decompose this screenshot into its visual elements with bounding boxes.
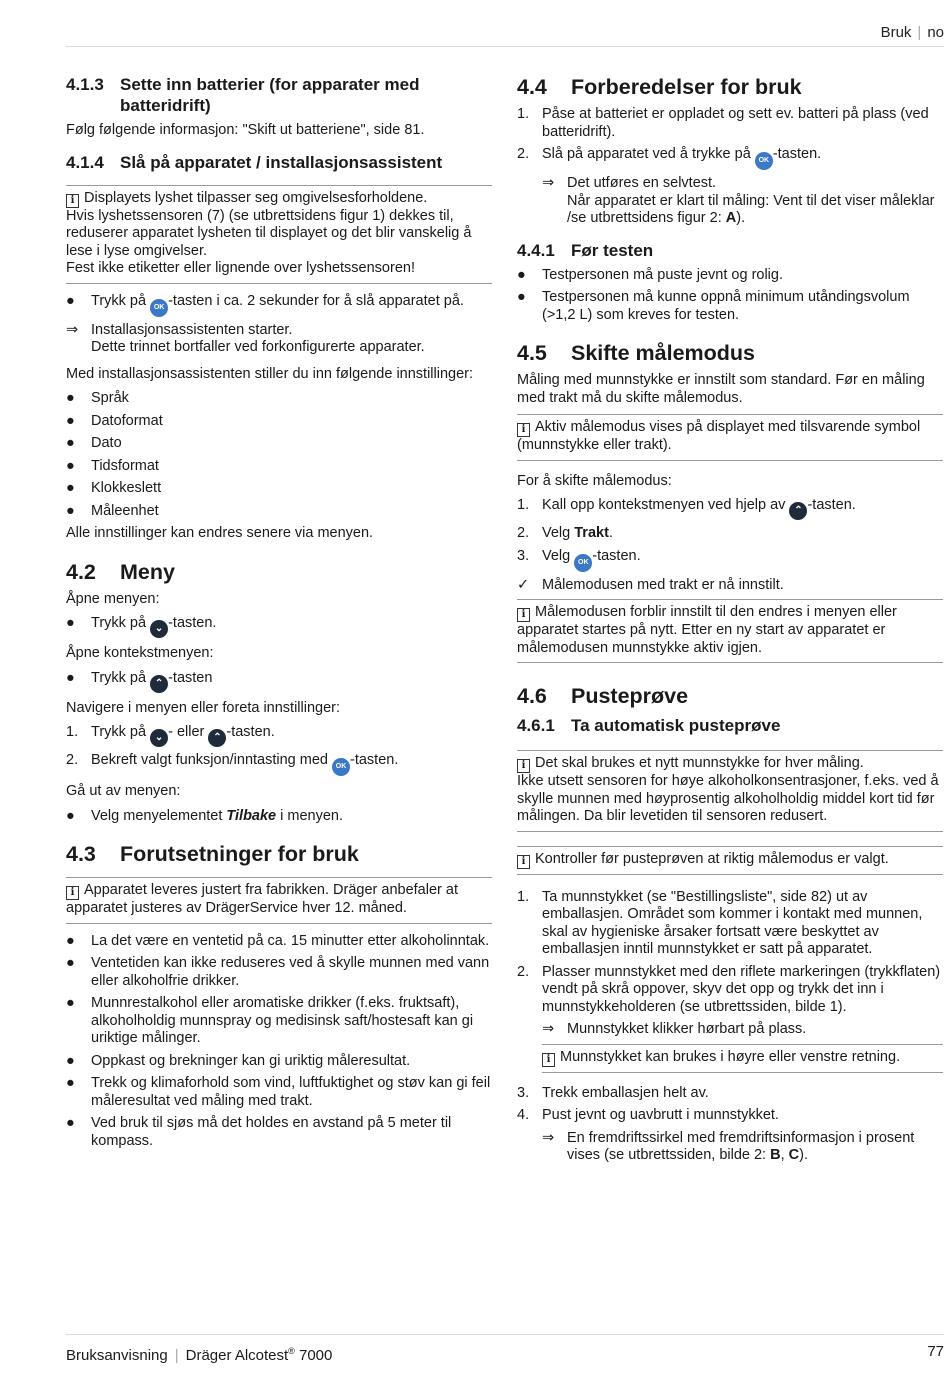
result-item: ⇒ Munnstykket klikker hørbart på plass. — [542, 1021, 807, 1037]
list-item: 1. Trykk på ⌄ - eller ⌃ -tasten. — [66, 724, 492, 747]
footer-product: Dräger Alcotest — [185, 1347, 289, 1364]
footer-rule — [66, 1334, 944, 1335]
list-item: ● Språk — [66, 390, 129, 406]
info-box: i Displayets lyshet tilpasser seg omgivelsesforholdene. Hvis lyshetssensoren (7) (se utbrettsidens figur 1) dekkes til, reduserer apparatet lysheten til displayet og det blir vanskelig å lese i lyse omgivelser. Fest ikke etiketter eller lignende over lyshetssensoren! — [66, 185, 492, 284]
settings-list — [66, 390, 492, 520]
list-item: ● Trykk på ⌄ -tasten. — [66, 615, 492, 638]
paragraph: For å skifte målemodus: — [517, 472, 672, 489]
heading-4-4: 4.4 Forberedelser for bruk — [517, 75, 802, 99]
info-icon: i — [517, 855, 530, 869]
heading-4-4-1: 4.4.1 Før testen — [517, 240, 654, 260]
down-key-icon: ⌄ — [150, 620, 168, 638]
result-item: ✓ Målemodusen med trakt er nå innstilt. — [517, 576, 784, 593]
list-item: 1. Kall opp kontekstmenyen ved hjelp av ⌃ -tasten. — [517, 497, 943, 520]
header-rule — [66, 46, 944, 47]
info-box: i Apparatet leveres justert fra fabrikken. Dräger anbefaler at apparatet justeres av DrägerService hver 12. måned. — [66, 877, 492, 924]
info-box: i Kontroller før pusteprøven at riktig målemodus er valgt. — [517, 846, 943, 875]
list-item: ● Testpersonen må puste jevnt og rolig. — [517, 266, 783, 283]
requirements-list — [66, 933, 492, 1151]
list-item: ● Ventetiden kan ikke reduseres ved å skylle munnen med vann eller alkoholfrie drikker. — [66, 955, 490, 989]
heading-4-1-3: 4.1.3 Sette inn batterier (for apparater med batteridrift) — [66, 75, 420, 115]
list-item: 2. Bekreft valgt funksjon/inntasting med OK -tasten. — [66, 752, 492, 776]
list-item: ● Måleenhet — [66, 502, 159, 519]
header-section: Bruk — [880, 24, 912, 41]
list-item: ● Klokkeslett — [66, 480, 162, 496]
info-icon: i — [517, 608, 530, 622]
paragraph: Med installasjonsassistenten stiller du inn følgende innstillinger: — [66, 365, 474, 382]
heading-4-5: 4.5 Skifte målemodus — [517, 341, 755, 365]
result-item: ⇒ Installasjonsassistenten starter. Dette trinnet bortfaller ved forkonfigurerte apparater. — [66, 321, 425, 355]
header-separator: | — [917, 24, 922, 41]
paragraph: Følg følgende informasjon: "Skift ut batteriene", side 81. — [66, 122, 425, 138]
ok-key-icon: OK — [332, 758, 350, 776]
list-item: ● Trykk på OK -tasten i ca. 2 sekunder for å slå apparatet på. — [66, 293, 492, 317]
paragraph: Gå ut av menyen: — [66, 783, 181, 799]
paragraph: Åpne kontekstmenyen: — [66, 645, 214, 661]
list-item: ● Dato — [66, 435, 122, 451]
info-icon: i — [66, 194, 79, 208]
list-item: ● Trekk og klimaforhold som vind, luftfuktighet og støv kan gi feil måleresultat ved måling med trakt. — [66, 1075, 491, 1109]
list-item: 3. Velg OK -tasten. — [517, 548, 943, 572]
left-column — [66, 74, 492, 1155]
page-header — [881, 24, 944, 42]
down-key-icon: ⌄ — [150, 729, 168, 747]
result-item: ⇒ En fremdriftssirkel med fremdriftsinformasjon i prosent vises (se utbrettssiden, bilde 2: B, C). — [542, 1129, 915, 1163]
check-icon: ✓ — [517, 576, 530, 593]
up-key-icon: ⌃ — [789, 502, 807, 520]
info-box: i Det skal brukes et nytt munnstykke for hver måling. Ikke utsett sensoren for høye alkoholkonsentrasjoner, f.eks. ved å skylle munnen med høyprosentig alkoholholdig middel kort tid før målingen. Da blir levetiden til sensoren redusert. — [517, 750, 943, 832]
info-box: i Munnstykket kan brukes i høyre eller venstre retning. — [542, 1044, 943, 1073]
list-item: 4. Pust jevnt og uavbrutt i munnstykket. — [517, 1107, 779, 1123]
paragraph: Åpne menyen: — [66, 590, 160, 607]
heading-4-6-1: 4.6.1 Ta automatisk pusteprøve — [517, 716, 781, 735]
list-item: ● Testpersonen må kunne oppnå minimum utåndingsvolum (>1,2 L) som kreves for testen. — [517, 289, 910, 323]
page-footer: Bruksanvisning | Dräger Alcotest® 7000 77 — [66, 1343, 944, 1364]
before-test-list — [517, 267, 943, 325]
list-item: ● Munnrestalkohol eller aromatiske drikker (f.eks. fruktsaft), alkoholholdig munnspray og medisinsk saft/hostesaft kan gi uriktige målinger. — [66, 995, 474, 1046]
ok-key-icon: OK — [150, 299, 168, 317]
list-item: ● Velg menyelementet Tilbake i menyen. — [66, 807, 344, 824]
paragraph: Navigere i menyen eller foreta innstillinger: — [66, 699, 341, 716]
paragraph: Måling med munnstykke er innstilt som standard. Før en måling med trakt må du skifte målemodus. — [517, 372, 925, 406]
list-item: 3. Trekk emballasjen helt av. — [517, 1084, 709, 1101]
list-item: 1. Påse at batteriet er oppladet og sett ev. batteri på plass (ved batteridrift). — [517, 106, 929, 140]
list-item: ● Tidsformat — [66, 457, 159, 474]
list-item: ● Trykk på ⌃ -tasten — [66, 670, 492, 693]
list-item: ● Ved bruk til sjøs må det holdes en avstand på 5 meter til kompass. — [66, 1115, 452, 1149]
heading-4-1-4: 4.1.4 Slå på apparatet / installasjonsassistent — [66, 152, 443, 172]
list-item: 2. Velg Trakt. — [517, 525, 613, 541]
list-item: ● Datoformat — [66, 412, 163, 429]
info-box: i Målemodusen forblir innstilt til den endres i menyen eller apparatet startes på nytt. Etter en ny start av apparatet er målemodusen munnstykke aktiv igjen. — [517, 599, 943, 663]
up-key-icon: ⌃ — [150, 675, 168, 693]
up-key-icon: ⌃ — [208, 729, 226, 747]
list-item: ● La det være en ventetid på ca. 15 minutter etter alkoholinntak. — [66, 932, 490, 949]
list-item: 2. Slå på apparatet ved å trykke på OK -tasten. — [517, 146, 943, 170]
result-item: ⇒ Det utføres en selvtest. Når apparatet er klart til måling: Vent til det viser måleklar /se utbrettsidens figur 2: A). — [542, 175, 935, 226]
info-box: i Aktiv målemodus vises på displayet med tilsvarende symbol (munnstykke eller trakt). — [517, 414, 943, 461]
footer-doc: Bruksanvisning — [66, 1347, 168, 1364]
info-icon: i — [66, 886, 79, 900]
info-icon: i — [517, 423, 530, 437]
page-number: 77 — [927, 1343, 944, 1360]
ok-key-icon: OK — [574, 554, 592, 572]
info-icon: i — [517, 759, 530, 773]
heading-4-2: 4.2 Meny — [66, 559, 175, 584]
right-column — [517, 74, 943, 1170]
list-item: 2. Plasser munnstykket med den riflete markeringen (trykkflaten) vendt på skrå oppover, skyv det opp og trykk det inn i munnstykkeholderen (se utbrettssiden, bilde 1). — [517, 963, 941, 1015]
ok-key-icon: OK — [755, 152, 773, 170]
info-icon: i — [542, 1053, 555, 1067]
list-item: ● Oppkast og brekninger kan gi uriktig måleresultat. — [66, 1052, 411, 1069]
list-item: 1. Ta munnstykket (se "Bestillingsliste", side 82) ut av emballasjen. Området som kommer i kontakt med munnen, skal av hygieniske årsaker fortsatt være beskyttet av emballasjen inntil munnstykket er satt på apparatet. — [517, 888, 923, 957]
heading-4-3: 4.3 Forutsetninger for bruk — [66, 842, 359, 866]
paragraph: Alle innstillinger kan endres senere via menyen. — [66, 525, 374, 541]
header-language: no — [927, 24, 944, 41]
heading-4-6: 4.6 Pusteprøve — [517, 684, 689, 708]
